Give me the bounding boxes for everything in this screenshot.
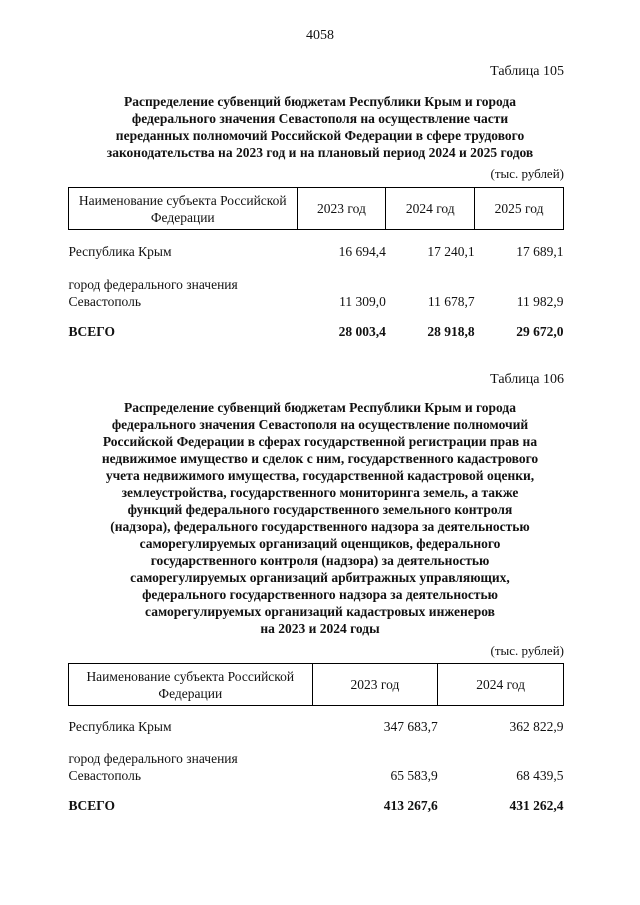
column-header: Наименование субъекта Российской Федерации <box>69 188 298 230</box>
row-name: ВСЕГО <box>68 323 116 339</box>
row-name: ВСЕГО <box>68 797 116 813</box>
title-line: функций федерального государственного земельного контроля <box>127 502 513 517</box>
table-row <box>69 230 564 260</box>
table-header-row <box>69 664 564 706</box>
row-name: город федерального значения Севастополь <box>68 276 238 309</box>
table-106-title <box>60 399 580 637</box>
table-106-label: Таблица 106 <box>490 372 564 387</box>
cell-value: 17 689,1 <box>516 243 564 259</box>
table-106-units: (тыс. рублей) <box>490 643 564 658</box>
column-header: 2024 год <box>438 664 564 706</box>
row-name: Республика Крым <box>68 243 172 259</box>
title-line: учета недвижимого имущества, государственной кадастровой оценки, <box>105 468 535 483</box>
cell-value: 29 672,0 <box>516 323 564 339</box>
title-line: землеустройства, государственного мониторинга земель, а также <box>121 485 519 500</box>
cell-value: 11 678,7 <box>427 293 475 309</box>
title-line: саморегулируемых организаций кадастровых инженеров <box>145 604 495 619</box>
cell-value: 431 262,4 <box>509 797 564 813</box>
table-row <box>69 706 564 735</box>
title-line: Распределение субвенций бюджетам Республики Крым и города <box>124 400 516 415</box>
table-105-units: (тыс. рублей) <box>490 166 564 181</box>
title-line: переданных полномочий Российской Федерации в сфере трудового <box>115 128 525 143</box>
column-header: 2023 год <box>297 188 386 230</box>
row-name: город федерального значения Севастополь <box>68 750 238 783</box>
title-line: (надзора), федерального государственного надзора за деятельностью <box>110 519 530 534</box>
page-number: 4058 <box>306 28 334 43</box>
cell-value: 11 982,9 <box>516 293 564 309</box>
column-header: 2025 год <box>475 188 564 230</box>
cell-value: 17 240,1 <box>427 243 475 259</box>
title-line: Распределение субвенций бюджетам Республики Крым и города <box>124 94 516 109</box>
table-row <box>69 260 564 310</box>
table-105-title <box>60 93 580 161</box>
column-header: 2023 год <box>312 664 438 706</box>
cell-value: 68 439,5 <box>516 767 564 783</box>
column-header: Наименование субъекта Российской Федерации <box>69 664 313 706</box>
table-106 <box>68 663 564 814</box>
title-line: саморегулируемых организаций оценщиков, федерального <box>139 536 501 551</box>
title-line: саморегулируемых организаций арбитражных управляющих, <box>130 570 510 585</box>
table-105 <box>68 187 564 340</box>
cell-value: 28 918,8 <box>427 323 475 339</box>
cell-value: 11 309,0 <box>339 293 386 309</box>
cell-value: 347 683,7 <box>383 718 438 734</box>
row-name: Республика Крым <box>68 718 172 734</box>
title-line: государственного контроля (надзора) за деятельностью <box>150 553 490 568</box>
title-line: федерального государственного надзора за деятельностью <box>142 587 498 602</box>
title-line: на 2023 и 2024 годы <box>260 621 380 636</box>
title-line: федерального значения Севастополя на осуществление части <box>131 111 509 126</box>
table-total-row <box>69 784 564 814</box>
cell-value: 413 267,6 <box>383 797 438 813</box>
title-line: федерального значения Севастополя на осуществление полномочий <box>111 417 529 432</box>
table-105-label: Таблица 105 <box>490 64 564 79</box>
title-line: Российской Федерации в сферах государственной регистрации прав на <box>102 434 538 449</box>
cell-value: 362 822,9 <box>509 718 564 734</box>
cell-value: 16 694,4 <box>338 243 386 259</box>
table-total-row <box>69 310 564 340</box>
cell-value: 65 583,9 <box>390 767 438 783</box>
cell-value: 28 003,4 <box>338 323 386 339</box>
table-header-row <box>69 188 564 230</box>
title-line: законодательства на 2023 год и на плановый период 2024 и 2025 годов <box>106 145 534 160</box>
column-header: 2024 год <box>386 188 475 230</box>
title-line: недвижимое имущество и сделок с ним, государственного кадастрового <box>101 451 539 466</box>
table-row <box>69 735 564 784</box>
